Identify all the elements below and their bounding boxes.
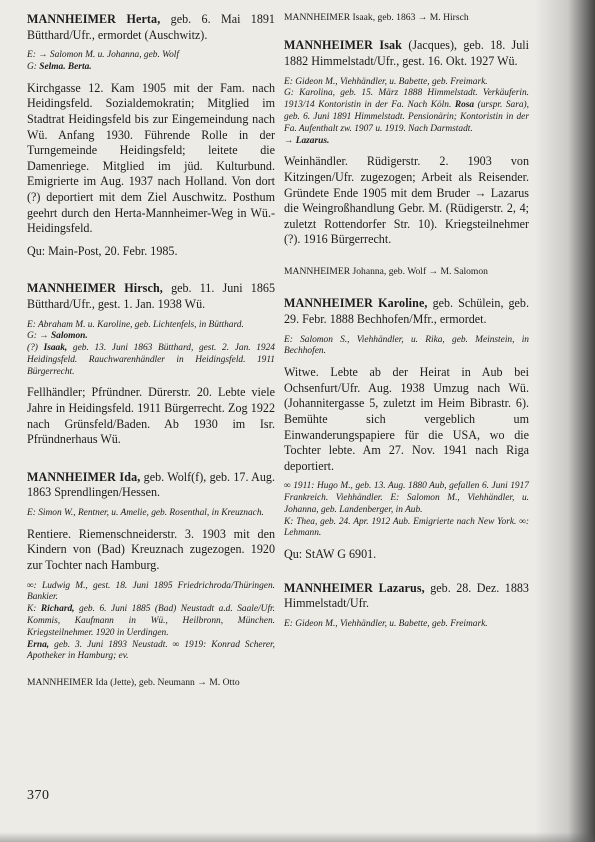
entry-heading-rest: geb. 11. Juni 1865 Bütthard/Ufr., gest. 1. Jan. 1938 Wü. [27,281,275,311]
parents-line [27,50,275,74]
entry-body: Witwe. Lebte ab der Heirat in Aub bei Ochsenfurt/Ufr. Aug. 1938 Umzug nach Wü. (Johannitergasse 5, zuletzt im Heim Bibrastr. 6). Bemühte sich vergeblich um Einwanderungspapiere für die USA, wo die Tochter lebte. Am 27. Nov. 1941 nach Riga deportiert. [284,365,529,473]
parents-text: E: Gideon M., Viehhändler, u. Babette, geb. Freimark. [284,76,488,87]
entry-body: Weinhändler. Rüdigerstr. 2. 1903 von Kitzingen/Ufr. zugezogen; Arbeit als Reisender. Gründete Ende 1905 mit dem Bruder → Lazarus die Weingroßhandlung Gebr. M. (Rüdigerstr. 2, 4; zuletzt Rottendorfer Str. 10). Kriegsteilnehmer (?). 1916 Bürgerrecht. [284,154,529,247]
siblings-names: Selma. Berta. [39,61,92,72]
entry-name: MANNHEIMER Karoline, [284,296,428,311]
entry-heading-rest: (Jacques), geb. 18. Juli 1882 Himmelstadt/Ufr., gest. 16. Okt. 1927 Wü. [284,38,529,68]
siblings-prefix: G: [27,61,40,72]
entry-name: MANNHEIMER Herta, [27,12,161,26]
entry-heading [284,581,529,612]
siblings-prefix: G: → [27,331,51,342]
marriage-text: ∞: Ludwig M., gest. 18. Juni 1895 Friedrichroda/Thüringen. Bankier. [27,580,275,603]
child-details: geb. 6. Juni 1885 (Bad) Neustadt a.d. Saale/Ufr. Kommis, Kaufmann in Wü., Heilbronn, München. Kriegsteilnehmer. 1920 in Uerdingen. [27,604,275,638]
entry-karoline [284,296,529,563]
marriage-line [284,481,529,540]
parents-line: E: Salomon S., Viehhändler, u. Rika, geb. Meinstein, in Bechhofen. [284,334,529,357]
entry-ida [27,470,275,663]
entry-heading [27,470,275,501]
siblings-names: Salomon. [50,331,88,342]
page-edge-shadow [0,832,595,842]
entry-name: MANNHEIMER Hirsch, [27,281,163,296]
parents-line: E: Gideon M., Viehhändler, u. Babette, geb. Freimark. [284,619,488,630]
entry-body: Rentiere. Riemenschneiderstr. 3. 1903 mit den Kindern von (Bad) Kreuznach zugezogen. 1920 zur Tochter nach Hamburg. [27,526,275,573]
cross-reference: MANNHEIMER Ida (Jette), geb. Neumann → M. Otto [27,677,240,689]
entry-body: Kirchgasse 12. Kam 1905 mit der Fam. nach Heidingsfeld. Sozialdemokratin; Mitglied im Stadtrat Heidingsfeld bis zur Eingemeindung nach Wü. Anfang 1930. Führende Rolle in der Turngemeinde Heidingsfeld; leitete die Damenriege. Mitglied im jüd. Kulturbund. Emigrierte im Aug. 1937 nach Holland. Von dort (?) deportiert mit dem Ziel Auschwitz. Posthum geehrt durch den Herta-Mannheimer-Weg in Wü.-Heidingsfeld. [27,80,275,236]
entry-heading-rest: geb. 6. Mai 1891 Bütthard/Ufr., ermordet (Auschwitz). [27,12,275,42]
entry-body: Fellhändler; Pfründner. Dürerstr. 20. Lebte viele Jahre in Heidingsfeld. 1911 Bürgerrecht. Zog 1922 nach Grünsfeld/Baden. Ab 1930 im Isr. Pfründnerhaus Wü. [27,385,275,447]
parents-line [284,77,529,148]
parents-line [27,320,275,379]
parents-line: E: Simon W., Rentner, u. Amelie, geb. Rosenthal, in Kreuznach. [27,508,264,519]
marriage-line [27,581,275,664]
entry-name: MANNHEIMER Isak [284,38,403,53]
marriage-text: ∞ 1911: Hugo M., geb. 13. Aug. 1880 Aub, gefallen 6. Juni 1917 Frankreich. Viehhändler. E: Salomon M., Viehhändler, u. Johanna, geb. Landenberger, in Aub. [284,481,529,515]
page-number: 370 [27,788,50,803]
entry-heading [27,281,275,312]
sibling-name: Lazarus. [295,135,330,146]
entry-heading-rest: geb. Wolf(f), geb. 17. Aug. 1863 Sprendlingen/Hessen. [27,469,275,500]
entry-isak [284,38,529,248]
cross-reference: MANNHEIMER Isaak, geb. 1863 → M. Hirsch [284,12,469,23]
parents-text: E: → Salomon M. u. Johanna, geb. Wolf [27,50,179,61]
sibling-name: Isaak, [43,343,68,354]
siblings-text: G: Karolina, geb. 15. März 1888 Himmelstadt. Verkäuferin. 1913/14 Kontoristin in der Fa. Nach Köln. [284,88,529,111]
binding-shadow [535,0,595,842]
entry-heading [27,12,275,43]
sibling-uncertain-prefix: (?) [27,343,44,354]
entry-hirsch [27,281,275,448]
entry-name: MANNHEIMER Lazarus, [284,580,425,595]
left-column [27,12,275,690]
entry-heading-rest: geb. Schülein, geb. 29. Febr. 1888 Bechhofen/Mfr., ermordet. [284,296,529,326]
entry-source: Qu: StAW G 6901. [284,547,377,562]
entry-heading [284,296,529,327]
child-details: geb. 3. Juni 1893 Neustadt. ∞ 1919: Konrad Scherer, Apotheker in Hamburg; ev. [27,639,275,662]
cross-reference: MANNHEIMER Johanna, geb. Wolf → M. Salomon [284,265,488,277]
entry-lazarus [284,581,529,631]
sibling-details: (urspr. Sara), geb. 6. Juni 1891 Himmelstadt. Pensionärin; Kontoristin in der Fa. Aufenthalt zw. 1907 u. 1919. Nach Darmstadt. [284,100,529,134]
entry-herta [27,12,275,259]
entry-source: Qu: Main-Post, 20. Febr. 1985. [27,243,178,258]
child-name: Erna, [27,639,50,650]
child-name: Richard, [40,604,75,615]
parents-text: E: Abraham M. u. Karoline, geb. Lichtenfels, in Bütthard. [27,319,244,330]
right-column [284,12,529,631]
entry-name: MANNHEIMER Ida, [27,469,141,484]
entry-heading-rest: geb. 28. Dez. 1883 Himmelstadt/Ufr. [284,580,529,611]
children-prefix: K: [27,604,41,615]
entry-heading [284,38,529,69]
sibling-details: geb. 13. Juni 1863 Bütthard, gest. 2. Jan. 1924 Heidingsfeld. Rauchwarenhändler in Heidingsfeld. 1911 Bürgerrecht. [27,343,275,377]
arrow-prefix: → [284,135,296,146]
sibling-name: Rosa [454,100,475,111]
children-text: K: Thea, geb. 24. Apr. 1912 Aub. Emigrierte nach New York. ∞: Lehmann. [284,516,529,539]
